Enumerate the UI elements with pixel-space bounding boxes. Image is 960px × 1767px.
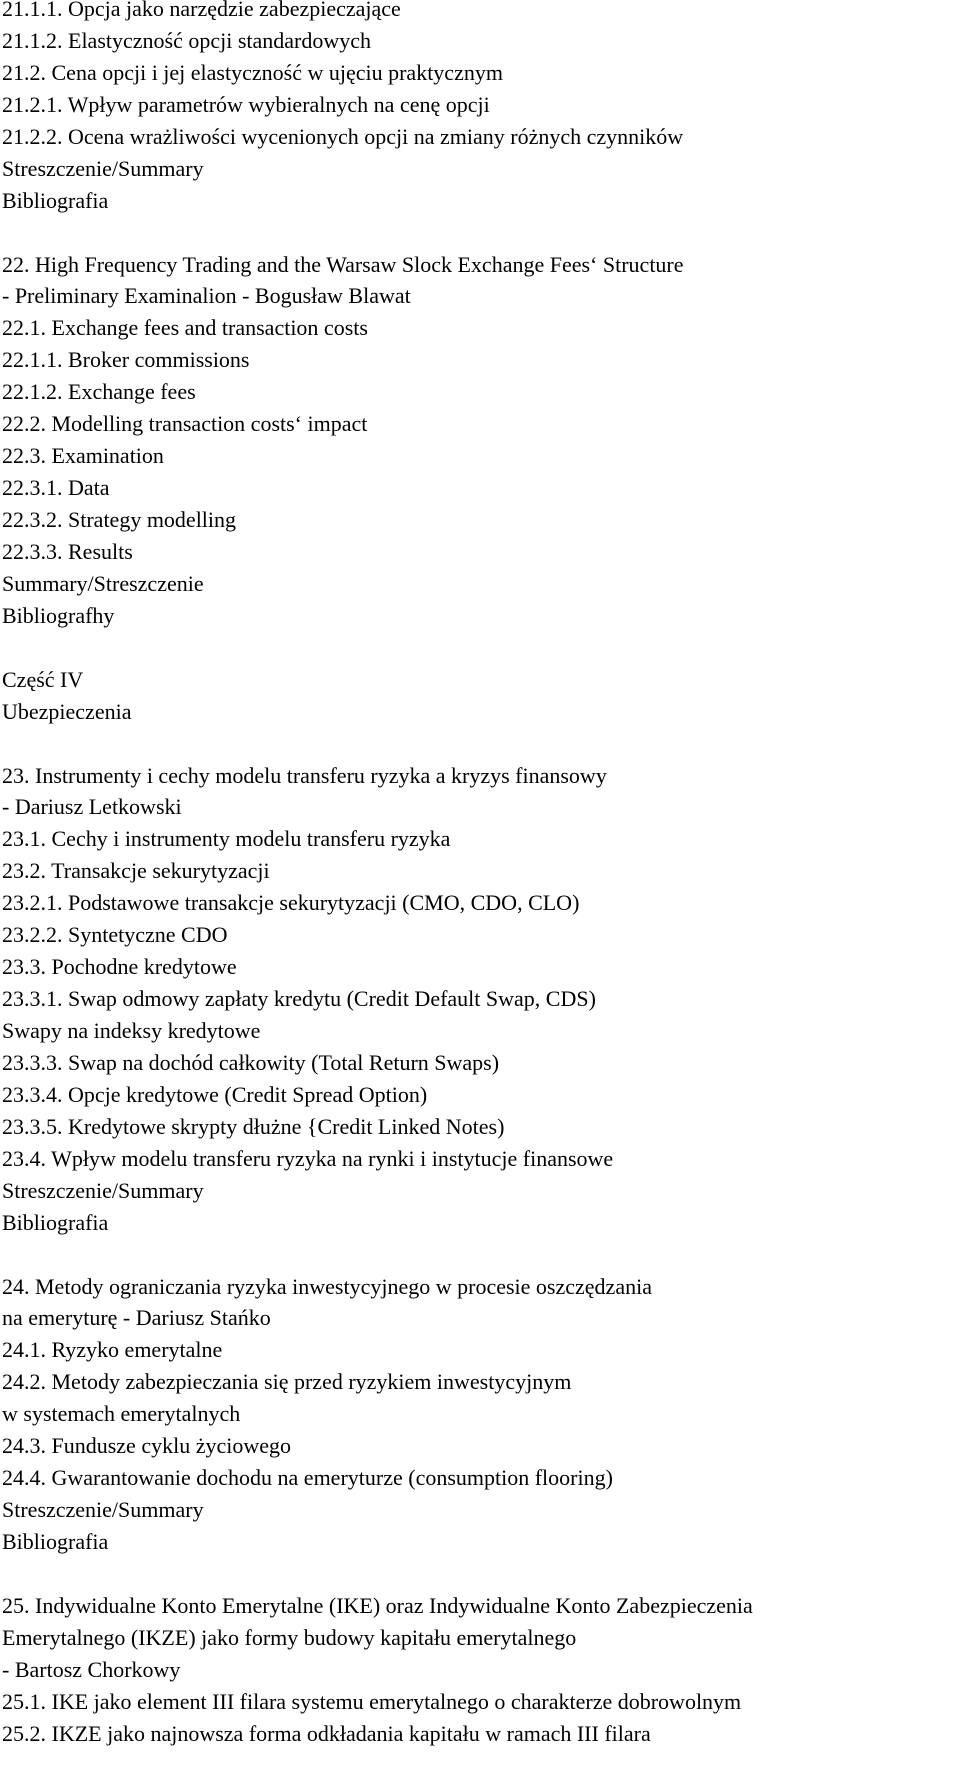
toc-line: 21.2. Cena opcji i jej elastyczność w ujęciu praktycznym xyxy=(2,59,503,85)
toc-line: 23.2. Transakcje sekurytyzacji xyxy=(2,858,270,884)
toc-line: 23.3.3. Swap na dochód całkowity (Total Return Swaps) xyxy=(2,1049,500,1075)
toc-line: 23.3.1. Swap odmowy zapłaty kredytu (Credit Default Swap, CDS) xyxy=(2,986,596,1012)
toc-line: 23.2.1. Podstawowe transakcje sekurytyzacji (CMO, CDO, CLO) xyxy=(2,890,580,916)
toc-line: Streszczenie/Summary xyxy=(2,1497,204,1523)
toc-line: 23.3.4. Opcje kredytowe (Credit Spread Option) xyxy=(2,1081,428,1107)
toc-line: na emeryturę - Dariusz Stańko xyxy=(2,1305,271,1331)
toc-line: 23.4. Wpływ modelu transferu ryzyka na rynki i instytucje finansowe xyxy=(2,1145,614,1171)
toc-line: w systemach emerytalnych xyxy=(2,1401,241,1427)
toc-line: Streszczenie/Summary xyxy=(2,1177,204,1203)
toc-line: 24.4. Gwarantowanie dochodu na emeryturze (consumption flooring) xyxy=(2,1465,613,1491)
toc-line: Summary/Streszczenie xyxy=(2,570,204,596)
toc-line: 23.1. Cechy i instrumenty modelu transferu ryzyka xyxy=(2,826,451,852)
toc-line: 24.2. Metody zabezpieczania się przed ryzykiem inwestycyjnym xyxy=(2,1369,572,1395)
toc-line: 22. High Frequency Trading and the Warsaw Slock Exchange Fees‘ Structure xyxy=(2,251,684,277)
toc-line: Ubezpieczenia xyxy=(2,698,132,724)
toc-line: 23.3. Pochodne kredytowe xyxy=(2,954,237,980)
toc-line: 22.3.1. Data xyxy=(2,475,110,501)
blank-line xyxy=(2,632,957,664)
toc-line: 25.1. IKE jako element III filara systemu emerytalnego o charakterze dobrowolnym xyxy=(2,1688,742,1714)
table-of-contents xyxy=(2,0,957,1750)
toc-line: Bibliografia xyxy=(2,1529,109,1554)
blank-line xyxy=(2,1558,957,1590)
toc-line: 23. Instrumenty i cechy modelu transferu ryzyka a kryzys finansowy xyxy=(2,762,607,788)
toc-line: Bibliografhy xyxy=(2,602,115,628)
toc-line: - Dariusz Letkowski xyxy=(2,794,182,820)
blank-line xyxy=(2,728,957,760)
toc-line: 25. Indywidualne Konto Emerytalne (IKE) oraz Indywidualne Konto Zabezpieczenia xyxy=(2,1592,753,1618)
toc-line: 21.1.2. Elastyczność opcji standardowych xyxy=(2,27,372,53)
toc-line: Streszczenie/Summary xyxy=(2,155,204,181)
toc-line: 25.2. IKZE jako najnowsza forma odkładania kapitału w ramach III filara xyxy=(2,1720,651,1746)
blank-line xyxy=(2,217,957,249)
toc-line: Swapy na indeksy kredytowe xyxy=(2,1018,261,1043)
toc-line: 22.3.3. Results xyxy=(2,538,133,564)
toc-line: 24.3. Fundusze cyklu życiowego xyxy=(2,1433,291,1459)
toc-line: 21.2.2. Ocena wrażliwości wycenionych opcji na zmiany różnych czynników xyxy=(2,123,684,149)
toc-line: - Bartosz Chorkowy xyxy=(2,1656,181,1682)
toc-line: Emerytalnego (IKZE) jako formy budowy kapitału emerytalnego xyxy=(2,1624,577,1650)
toc-line: 22.3. Examination xyxy=(2,443,164,469)
toc-line: 23.2.2. Syntetyczne CDO xyxy=(2,922,228,948)
toc-line: 22.1. Exchange fees and transaction costs xyxy=(2,315,368,341)
toc-line: 21.2.1. Wpływ parametrów wybieralnych na cenę opcji xyxy=(2,91,490,117)
blank-line xyxy=(2,1239,957,1271)
toc-line: Część IV xyxy=(2,666,84,692)
toc-line: 24.1. Ryzyko emerytalne xyxy=(2,1337,223,1363)
toc-line: - Preliminary Examinalion - Bogusław Blawat xyxy=(2,283,411,309)
toc-line: 22.1.2. Exchange fees xyxy=(2,379,196,405)
toc-line: 21.1.1. Opcja jako narzędzie zabezpieczające xyxy=(2,0,401,21)
toc-line: Bibliografia xyxy=(2,1209,109,1235)
toc-line: 22.1.1. Broker commissions xyxy=(2,347,250,373)
toc-line: 24. Metody ograniczania ryzyka inwestycyjnego w procesie oszczędzania xyxy=(2,1273,652,1299)
toc-line: 23.3.5. Kredytowe skrypty dłużne {Credit Linked Notes) xyxy=(2,1113,505,1139)
toc-line: 22.3.2. Strategy modelling xyxy=(2,507,237,532)
toc-line: 22.2. Modelling transaction costs‘ impact xyxy=(2,411,368,437)
toc-line: Bibliografia xyxy=(2,187,109,213)
